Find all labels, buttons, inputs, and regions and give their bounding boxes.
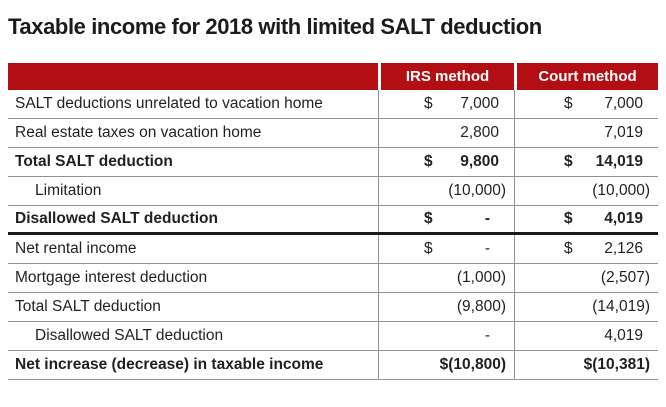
dollar-sign: $ (424, 153, 433, 170)
court-value-cell (514, 293, 658, 321)
cell-value: - (484, 327, 490, 344)
cell-value: $(10,381) (583, 356, 650, 373)
cell-value: 7,000 (604, 95, 643, 112)
court-value-cell (514, 148, 658, 176)
table-row-net-increase (8, 351, 658, 380)
court-value-cell (514, 119, 658, 147)
court-value-cell (514, 177, 658, 205)
cell-value: 7,000 (460, 95, 499, 112)
cell-value: (14,019) (592, 298, 650, 315)
cell-value: 4,019 (604, 327, 643, 344)
table-header-row (8, 63, 658, 90)
dollar-sign: $ (424, 210, 433, 227)
table-row-total-salt (8, 148, 658, 177)
irs-value-cell (378, 90, 514, 118)
row-label: Net increase (decrease) in taxable income (15, 356, 324, 373)
irs-value-cell (378, 177, 514, 205)
table-row (8, 322, 658, 351)
table-row (8, 235, 658, 264)
dollar-sign: $ (564, 210, 573, 227)
row-label: SALT deductions unrelated to vacation home (15, 95, 323, 112)
cell-value: 4,019 (604, 210, 643, 227)
row-label: Disallowed SALT deduction (15, 210, 218, 227)
table-row (8, 293, 658, 322)
irs-value-cell (378, 119, 514, 147)
header-court-method: Court method (514, 63, 658, 90)
salt-deduction-table (8, 63, 658, 380)
irs-value-cell (378, 351, 514, 379)
row-label: Disallowed SALT deduction (35, 327, 224, 344)
court-value-cell (514, 322, 658, 350)
header-irs-method: IRS method (378, 63, 514, 90)
irs-value-cell (378, 206, 514, 232)
row-label: Net rental income (15, 240, 137, 257)
cell-value: 2,126 (604, 240, 643, 257)
dollar-sign: $ (564, 240, 573, 257)
cell-value: 14,019 (595, 153, 643, 170)
table-row (8, 177, 658, 206)
cell-value: (1,000) (456, 269, 506, 286)
row-label: Real estate taxes on vacation home (15, 124, 262, 141)
irs-value-cell (378, 235, 514, 263)
cell-value: 9,800 (460, 153, 499, 170)
dollar-sign: $ (424, 240, 433, 257)
cell-value: (2,507) (600, 269, 650, 286)
court-value-cell (514, 90, 658, 118)
irs-value-cell (378, 264, 514, 292)
row-label: Mortgage interest deduction (15, 269, 208, 286)
dollar-sign: $ (424, 95, 433, 112)
dollar-sign: $ (564, 95, 573, 112)
cell-value: - (484, 210, 490, 227)
cell-value: 7,019 (604, 124, 643, 141)
page-title: Taxable income for 2018 with limited SALT deduction (8, 14, 542, 39)
cell-value: (9,800) (456, 298, 506, 315)
row-label: Total SALT deduction (15, 298, 161, 315)
header-label-cell (8, 63, 378, 90)
court-value-cell (514, 235, 658, 263)
table-row (8, 90, 658, 119)
cell-value: (10,000) (448, 182, 506, 199)
dollar-sign: $ (564, 153, 573, 170)
irs-value-cell (378, 293, 514, 321)
irs-value-cell (378, 148, 514, 176)
table-row (8, 264, 658, 293)
table-row (8, 119, 658, 148)
court-value-cell (514, 264, 658, 292)
court-value-cell (514, 206, 658, 232)
cell-value: - (484, 240, 490, 257)
cell-value: $(10,800) (439, 356, 506, 373)
irs-value-cell (378, 322, 514, 350)
table-row-disallowed-salt (8, 206, 658, 235)
cell-value: (10,000) (592, 182, 650, 199)
row-label: Limitation (35, 182, 102, 199)
court-value-cell (514, 351, 658, 379)
row-label: Total SALT deduction (15, 153, 173, 170)
cell-value: 2,800 (460, 124, 499, 141)
